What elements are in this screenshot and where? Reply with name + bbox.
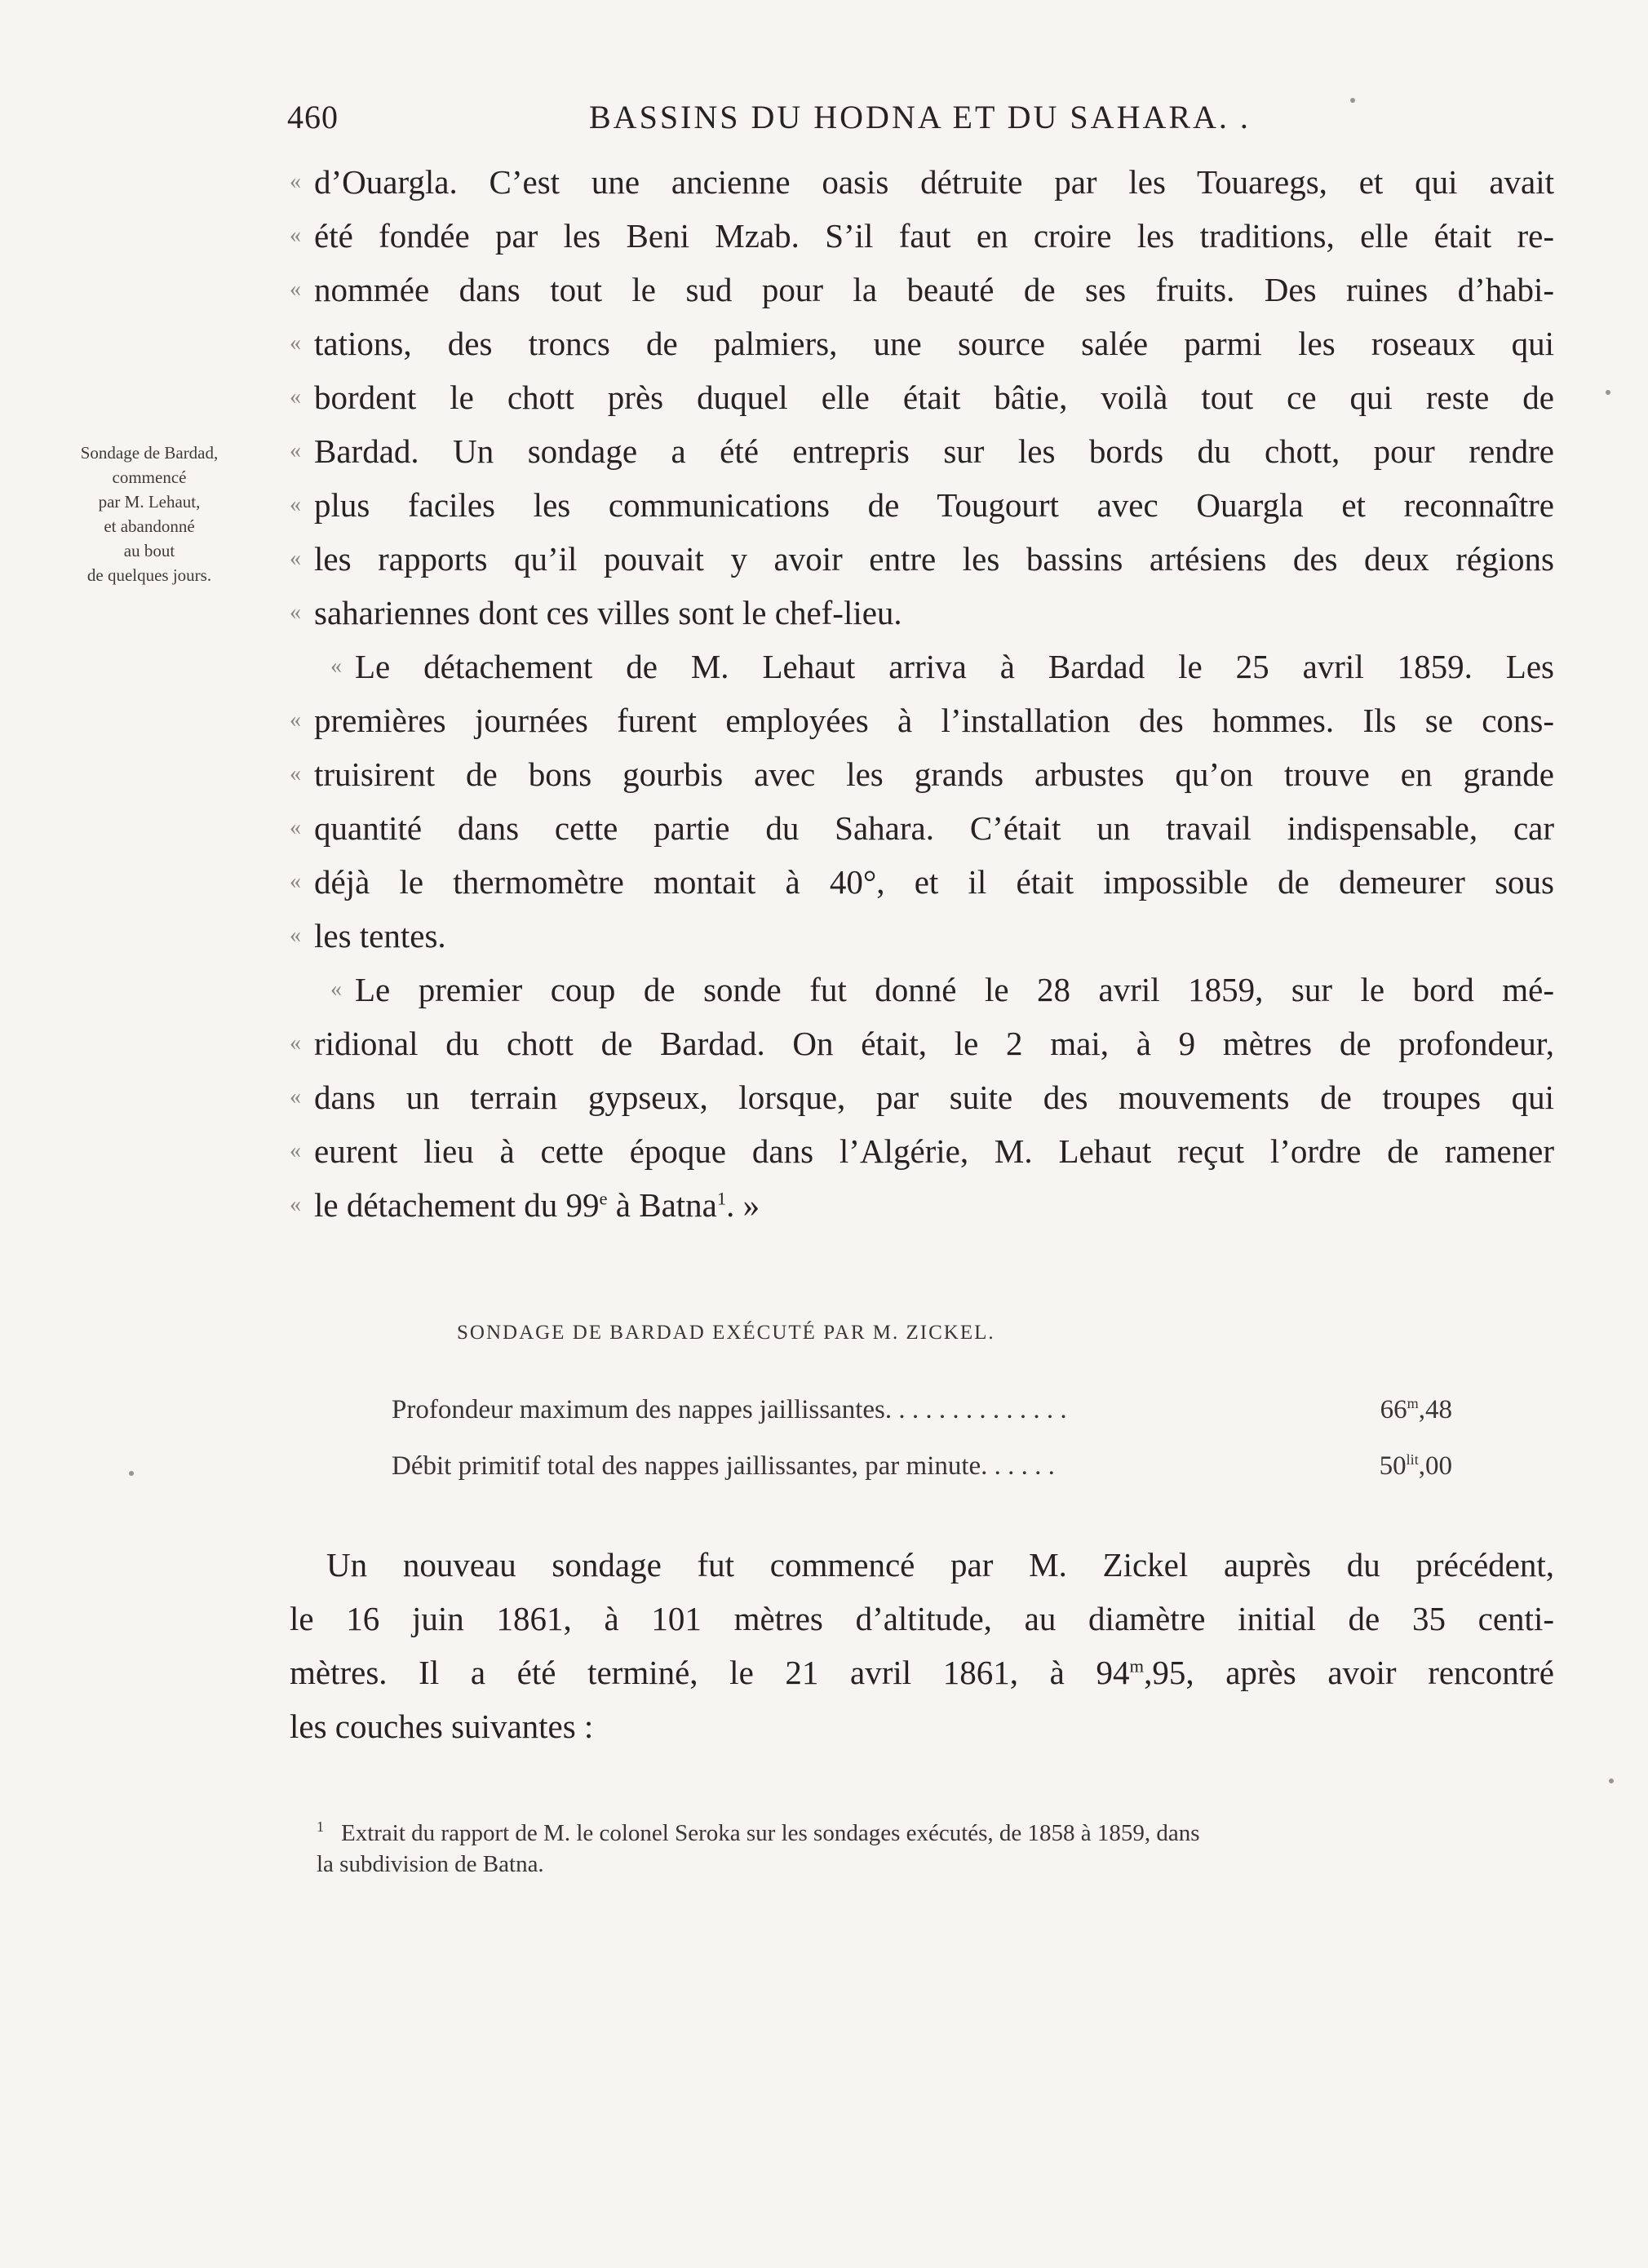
text-line (290, 1124, 1554, 1178)
measure-unit: lit (1406, 1451, 1419, 1468)
text-line (290, 263, 1554, 317)
line-text-part: le détachement du 99 (314, 1186, 600, 1224)
measure-number: 50 (1379, 1451, 1407, 1481)
quoted-report (290, 155, 1554, 1232)
section-heading: SONDAGE DE BARDAD EXÉCUTÉ PAR M. ZICKEL. (457, 1322, 995, 1344)
line-text: truisirent de bons gourbis avec les grands arbustes qu’on trouve en grande (314, 755, 1554, 793)
line-text-part: à Batna (607, 1186, 717, 1224)
quote-mark: « (290, 761, 301, 786)
quote-mark: « (290, 546, 301, 571)
margin-note-line: et abandonné (104, 516, 195, 536)
line-text: été fondée par les Beni Mzab. S’il faut en croire les traditions, elle était re- (314, 217, 1554, 255)
measure-value (1380, 1446, 1452, 1486)
text-line (290, 855, 1554, 909)
text-line (290, 1646, 1554, 1699)
margin-note-line: Sondage de Bardad, (80, 443, 219, 463)
ink-speck (1606, 390, 1610, 395)
line-text: dans un terrain gypseux, lorsque, par suite des mouvements de troupes qui (314, 1079, 1554, 1116)
quote-mark: « (290, 1192, 301, 1217)
text-line (290, 1592, 1554, 1646)
line-text (314, 1178, 1554, 1232)
line-text: sahariennes dont ces villes sont le chef-lieu. (314, 594, 902, 631)
line-text: nommée dans tout le sud pour la beauté de ses fruits. Des ruines d’habi- (314, 271, 1554, 308)
line-text: le 16 juin 1861, à 101 mètres d’altitude, au diamètre initial de 35 centi- (290, 1600, 1554, 1637)
ink-speck (129, 1471, 134, 1476)
quote-mark: « (330, 977, 342, 1002)
measure-unit: m (1407, 1395, 1419, 1411)
line-text: eurent lieu à cette époque dans l’Algérie, M. Lehaut reçut l’ordre de ramener (314, 1132, 1554, 1170)
line-text-part: . » (726, 1186, 760, 1224)
line-text: déjà le thermomètre montait à 40°, et il était impossible de demeurer sous (314, 863, 1554, 901)
text-line (290, 532, 1554, 586)
line-text: tations, des troncs de palmiers, une source salée parmi les roseaux qui (314, 325, 1554, 362)
text-line (290, 1178, 1554, 1232)
text-line (290, 1070, 1554, 1124)
text-line (290, 586, 1554, 640)
quote-mark: « (290, 923, 301, 948)
page-number: 460 (287, 99, 339, 135)
quote-mark: « (290, 815, 301, 840)
measure-value (1380, 1390, 1452, 1429)
text-line (326, 1538, 1554, 1592)
margin-note-line: par M. Lehaut, (98, 492, 201, 512)
line-text: ridional du chott de Bardad. On était, le 2 mai, à 9 mètres de profondeur, (314, 1025, 1554, 1062)
line-text: Bardad. Un sondage a été entrepris sur les bords du chott, pour rendre (314, 432, 1554, 470)
ink-speck (1609, 1779, 1614, 1783)
text-line (290, 370, 1554, 424)
line-text: bordent le chott près duquel elle était bâtie, voilà tout ce qui reste de (314, 379, 1554, 416)
quote-mark: « (290, 1084, 301, 1110)
text-line (290, 801, 1554, 855)
line-text: les tentes. (314, 917, 446, 955)
measure-row (392, 1446, 1452, 1486)
line-text: les rapports qu’il pouvait y avoir entre les bassins artésiens des deux régions (314, 540, 1554, 578)
margin-note-line: commencé (112, 467, 187, 487)
ink-speck (1350, 98, 1355, 103)
line-text: plus faciles les communications de Tougourt avec Ouargla et reconnaître (314, 486, 1554, 524)
line-text: d’Ouargla. C’est une ancienne oasis détruite par les Touaregs, et qui avait (314, 163, 1554, 201)
line-text-part: ,95, après avoir rencontré (1144, 1654, 1554, 1691)
text-line (290, 424, 1554, 478)
running-title: BASSINS DU HODNA ET DU SAHARA. . (589, 99, 1251, 135)
quote-mark: « (290, 169, 301, 194)
quote-mark: « (290, 384, 301, 410)
line-text: quantité dans cette partie du Sahara. C’était un travail indispensable, car (314, 809, 1554, 847)
measure-decimal: ,00 (1418, 1451, 1452, 1481)
quote-mark: « (290, 707, 301, 733)
line-text: les couches suivantes : (290, 1708, 594, 1745)
line-text (290, 1646, 1554, 1699)
quote-mark: « (290, 1138, 301, 1163)
measure-decimal: ,48 (1418, 1395, 1452, 1424)
line-text: Le premier coup de sonde fut donné le 28 avril 1859, sur le bord mé- (355, 971, 1554, 1008)
paragraph (290, 1538, 1554, 1753)
text-line (290, 1017, 1554, 1070)
quote-mark: « (290, 869, 301, 894)
text-line (290, 155, 1554, 209)
quote-mark: « (330, 653, 342, 679)
footnote-mark: 1 (317, 1818, 324, 1835)
footnote-reference: 1 (716, 1188, 727, 1209)
page-header (287, 98, 1511, 144)
footnote-text: la subdivision de Batna. (317, 1851, 544, 1877)
quote-mark: « (290, 492, 301, 517)
quote-mark: « (290, 223, 301, 248)
measure-row (392, 1390, 1452, 1429)
margin-note-line: de quelques jours. (86, 565, 212, 585)
margin-note-line: au bout (123, 541, 175, 560)
superscript: m (1129, 1655, 1145, 1677)
line-text: Le détachement de M. Lehaut arriva à Bardad le 25 avril 1859. Les (355, 648, 1554, 685)
quote-mark: « (290, 438, 301, 463)
measure-label: Profondeur maximum des nappes jaillissantes. . . . . . . . . . . . . . (392, 1395, 1067, 1424)
measure-label: Débit primitif total des nappes jaillissantes, par minute. . . . . . (392, 1451, 1055, 1481)
text-line (290, 640, 1554, 693)
text-line (290, 478, 1554, 532)
quote-mark: « (290, 600, 301, 625)
text-line (290, 209, 1554, 263)
line-text-part: mètres. Il a été terminé, le 21 avril 1861, à 94 (290, 1654, 1130, 1691)
text-line (290, 963, 1554, 1017)
footnote-text: Extrait du rapport de M. le colonel Seroka sur les sondages exécutés, de 1858 à 1859, dans (341, 1820, 1200, 1846)
superscript: e (599, 1188, 608, 1209)
footnote (317, 1818, 1540, 1880)
quote-mark: « (290, 330, 301, 356)
margin-note (39, 441, 259, 587)
text-line (290, 693, 1554, 747)
text-line (290, 1699, 1554, 1753)
quote-mark: « (290, 277, 301, 302)
text-line (290, 747, 1554, 801)
measure-number: 66 (1380, 1395, 1407, 1424)
text-line (290, 909, 1554, 963)
line-text: Un nouveau sondage fut commencé par M. Zickel auprès du précédent, (326, 1546, 1554, 1584)
text-line (290, 317, 1554, 370)
quote-mark: « (290, 1030, 301, 1056)
line-text: premières journées furent employées à l’installation des hommes. Ils se cons- (314, 702, 1554, 739)
